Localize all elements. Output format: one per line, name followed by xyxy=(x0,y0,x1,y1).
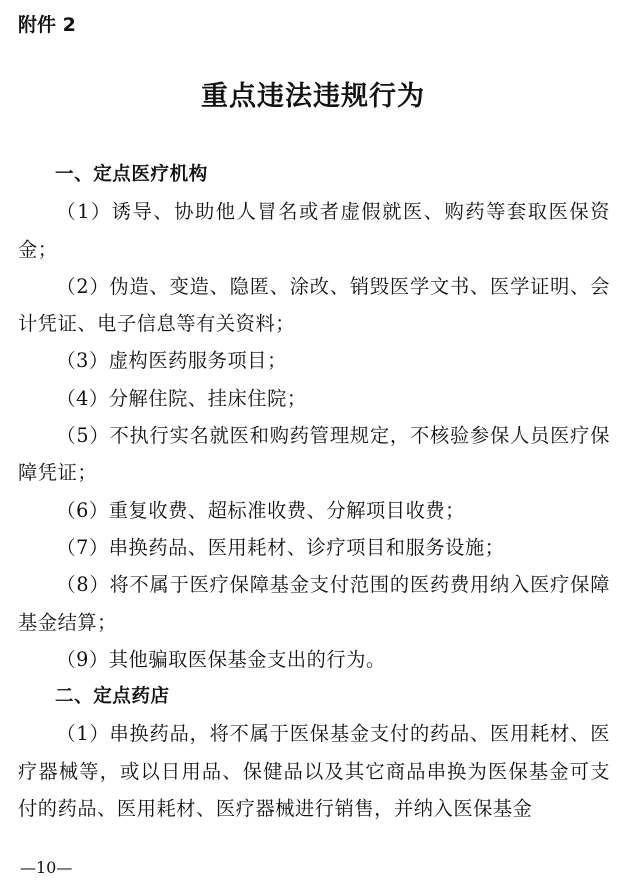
list-item: （5）不执行实名就医和购药管理规定，不核验参保人员医疗保障凭证； xyxy=(18,424,610,485)
list-item: （7）串换药品、医用耗材、诊疗项目和服务设施； xyxy=(56,535,505,559)
list-item: （3）虚构医药服务项目； xyxy=(56,349,287,373)
list-item: （4）分解住院、挂床住院； xyxy=(56,386,307,410)
document-title: 重点违法违规行为 xyxy=(201,81,425,112)
page-number: —10— xyxy=(20,858,73,877)
list-item: （1）诱导、协助他人冒名或者虚假就医、购药等套取医保资金； xyxy=(18,200,610,261)
list-item: （1）串换药品，将不属于医保基金支付的药品、医用耗材、医疗器械等，或以日用品、保健品以及其它商品串换为医保基金可支付的药品、医用耗材、医疗器械进行销售，并纳入医保基金 xyxy=(18,722,610,821)
section-heading-designated-medical-institutions: 一、定点医疗机构 xyxy=(55,164,208,185)
section-heading-designated-pharmacies: 二、定点药店 xyxy=(55,686,170,708)
document-body xyxy=(18,156,610,827)
list-item: （9）其他骗取医保基金支出的行为。 xyxy=(56,647,386,671)
list-item: （6）重复收费、超标准收费、分解项目收费； xyxy=(56,498,465,522)
list-item: （8）将不属于医疗保障基金支付范围的医药费用纳入医疗保障基金结算； xyxy=(18,573,610,634)
list-item: （2）伪造、变造、隐匿、涂改、销毁医学文书、医学证明、会计凭证、电子信息等有关资料； xyxy=(18,274,610,336)
annex-label: 附件 2 xyxy=(18,14,76,36)
